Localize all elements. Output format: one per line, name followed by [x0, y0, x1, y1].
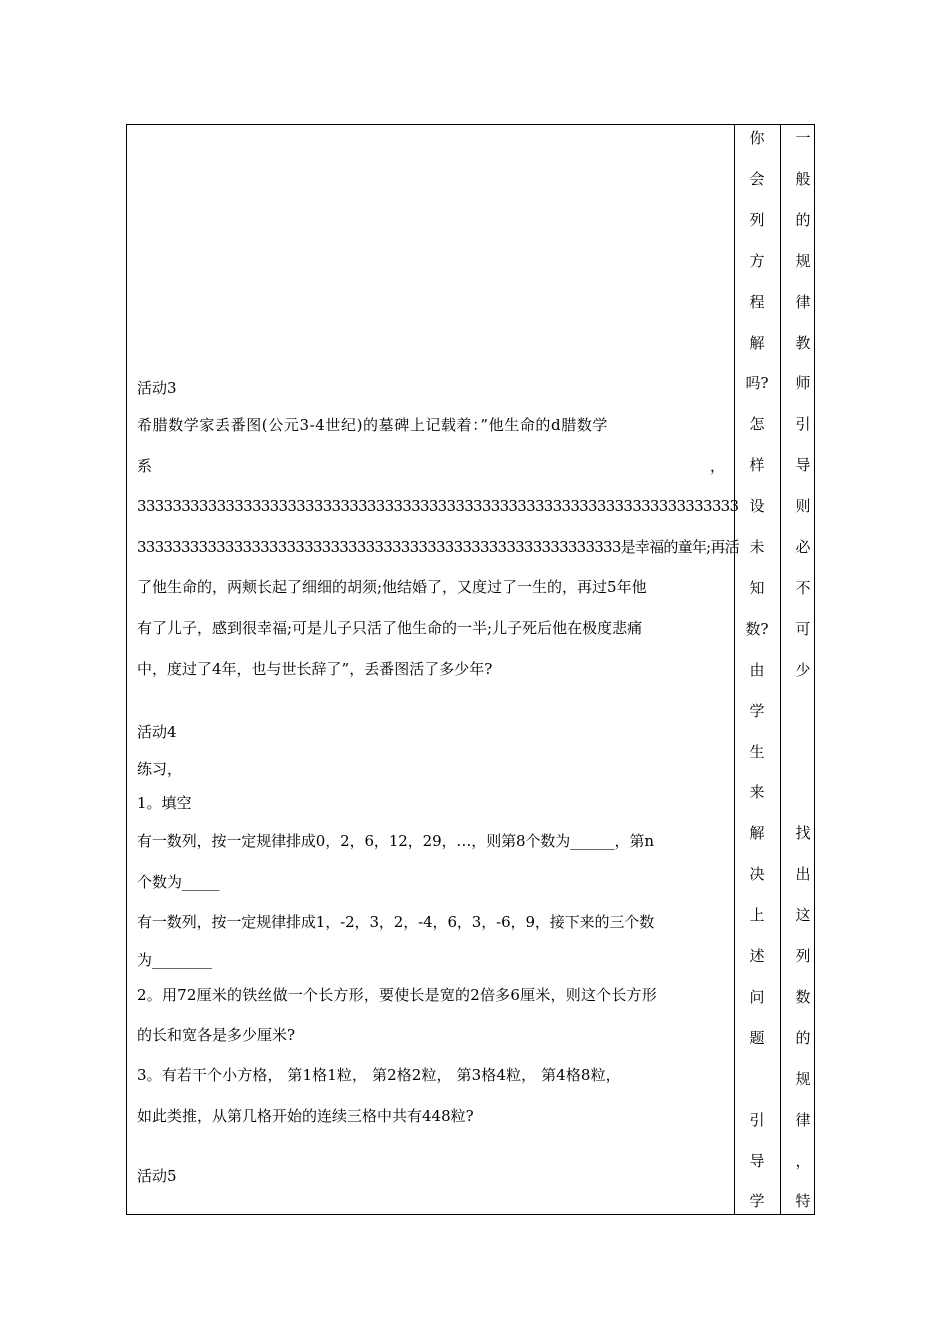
column-char: 数?: [745, 619, 769, 638]
question-1b: 有一数列，按一定规律排成1，-2，3，2，-4，6，3，-6，9，接下来的三个数: [137, 913, 655, 931]
column-char: 一: [795, 129, 811, 147]
column-char: 列: [795, 947, 811, 965]
column-char: 律: [795, 1110, 811, 1129]
column-char: 题: [749, 1028, 765, 1047]
column-char: 的: [795, 210, 811, 229]
column-char: 由: [749, 660, 765, 679]
question-1a: 个数为_____: [137, 873, 220, 891]
column-char: 导: [795, 456, 811, 475]
activity3-title: 活动3: [137, 379, 177, 397]
column-char: 这: [795, 906, 811, 925]
activity3-text: 希腊数学家丢番图(公元3-4世纪)的墓碑上记载着：”他生命的d腊数学: [137, 416, 609, 434]
column-char: 引: [795, 415, 811, 434]
column-char: 不: [795, 578, 811, 597]
column-char: 会: [749, 169, 765, 188]
column-char: 般: [795, 169, 811, 188]
column-char: 述: [749, 947, 765, 965]
activity3-text: 33333333333333333333333333333333333333333333333333333333333333333333: [137, 497, 739, 515]
column-char: 程: [749, 292, 765, 311]
column-char: 问: [749, 987, 765, 1006]
column-char: 规: [795, 1069, 811, 1088]
column-char: 的: [795, 1028, 811, 1047]
question-2: 2。用72厘米的铁丝做一个长方形，要使长是宽的2倍多6厘米，则这个长方形: [137, 986, 657, 1004]
column-char: 解: [749, 824, 765, 843]
column-char: 特: [795, 1192, 811, 1211]
column-char: 上: [749, 906, 765, 925]
question-1b: 为________: [137, 951, 213, 969]
column-char: 学: [749, 701, 765, 720]
column-char: 师: [795, 374, 811, 393]
column-char: 必: [795, 538, 811, 556]
column-char: 吗?: [745, 374, 769, 393]
column-char: 律: [795, 292, 811, 311]
column-char: 出: [795, 865, 811, 884]
column-char: 列: [749, 210, 765, 229]
column-char: ，: [795, 1151, 811, 1170]
column-char: 来: [749, 783, 765, 802]
column-char: 找: [795, 824, 811, 843]
column-char: 规: [795, 251, 811, 270]
activity3-text: 中，度过了4年，也与世长辞了”，丢番图活了多少年?: [137, 660, 493, 678]
lesson-table: [126, 124, 815, 1215]
question-3: 3。有若干个小方格， 第1格1粒， 第2格2粒， 第3格4粒， 第4格8粒，: [137, 1066, 621, 1084]
column-char: 教: [795, 333, 811, 352]
column-char: 样: [749, 456, 765, 475]
column-char: 怎: [749, 415, 765, 434]
column-char: 导: [749, 1151, 765, 1170]
activity4-title: 活动4: [137, 723, 177, 741]
column-char: 则: [795, 497, 811, 516]
column-char: 可: [795, 619, 811, 638]
column-char: 数: [795, 987, 811, 1006]
activity3-text: 3333333333333333333333333333333333333333333333333333333是幸福的童年;再活: [137, 538, 739, 556]
question-2: 的长和宽各是多少厘米?: [137, 1026, 296, 1044]
column-char: 决: [749, 865, 765, 884]
column-char: 你: [749, 129, 765, 147]
column-char: 生: [749, 742, 765, 761]
column-char: 方: [749, 251, 765, 270]
column-char: 设: [749, 497, 765, 516]
column-char: 未: [749, 538, 765, 556]
column-char: 解: [749, 333, 765, 352]
exercise-label: 练习，: [137, 760, 183, 778]
question-1a: 有一数列，按一定规律排成0，2，6，12，29，…，则第8个数为______，第n: [137, 832, 654, 850]
activity3-text: 系 ，: [137, 457, 725, 475]
column-char: 少: [795, 660, 811, 679]
question-1-title: 1。填空: [137, 794, 192, 812]
question-3: 如此类推，从第几格开始的连续三格中共有448粒?: [137, 1107, 474, 1125]
column-char: 学: [749, 1192, 765, 1211]
column-char: 知: [749, 578, 765, 597]
activity3-text: 有了儿子，感到很幸福;可是儿子只活了他生命的一半;儿子死后他在极度悲痛: [137, 619, 643, 637]
activity3-text: 了他生命的，两颊长起了细细的胡须;他结婚了，又度过了一生的，再过5年他: [137, 578, 647, 596]
column-char: 引: [749, 1110, 765, 1129]
activity5-title: 活动5: [137, 1167, 177, 1185]
